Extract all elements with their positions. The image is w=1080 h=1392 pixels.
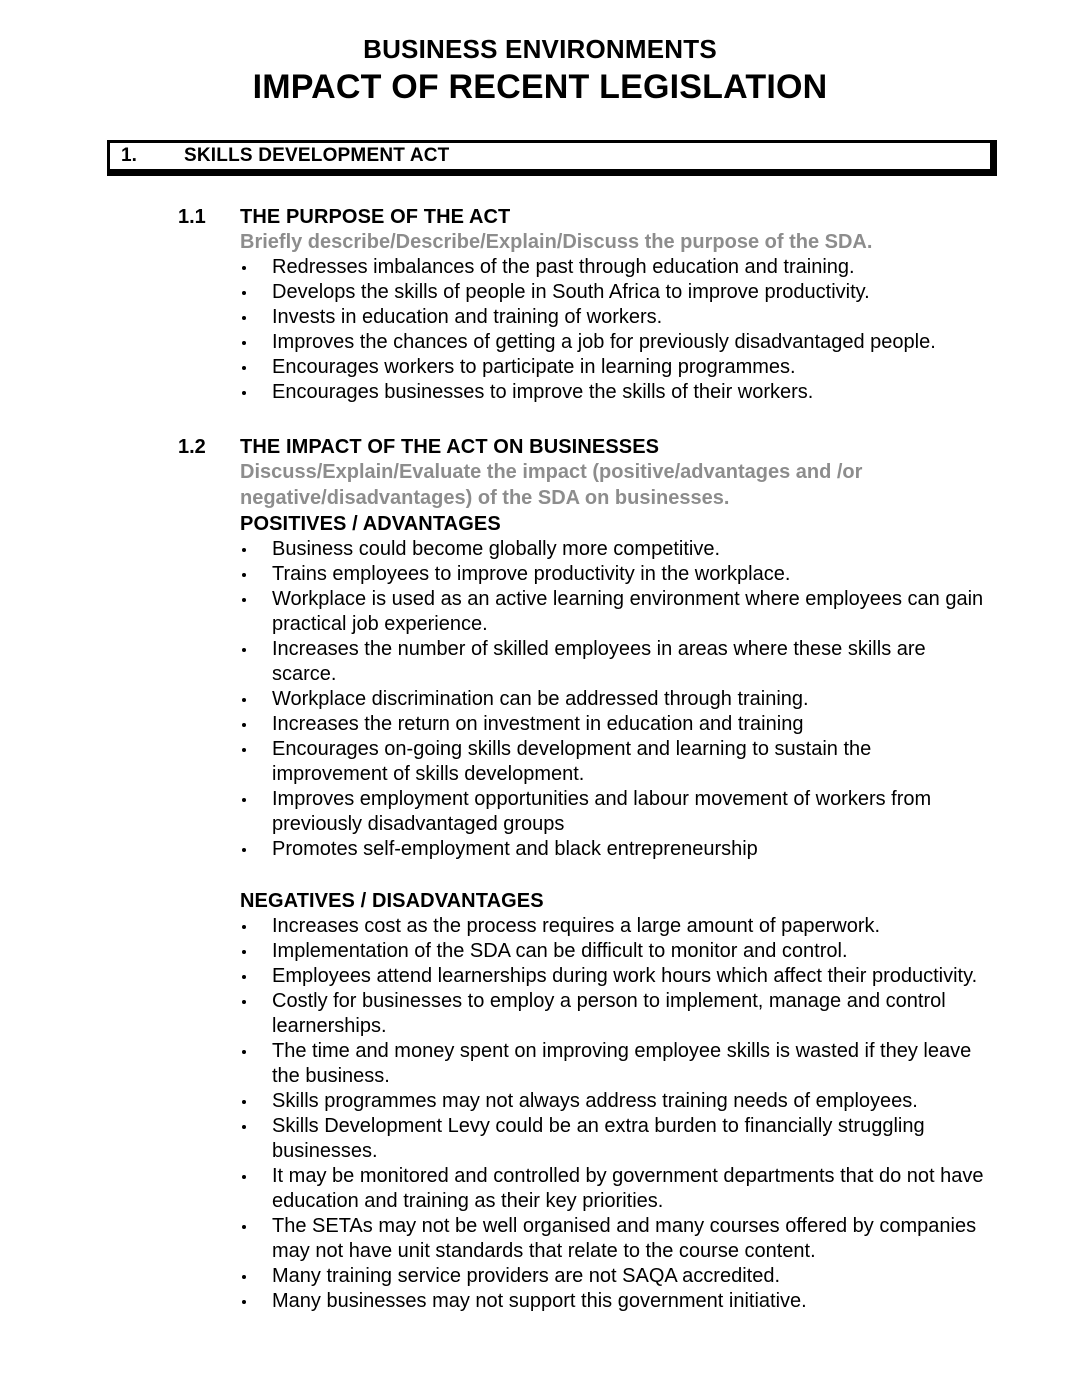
list-item: Encourages workers to participate in learning programmes.: [178, 355, 992, 380]
list-item: Implementation of the SDA can be difficult to monitor and control.: [178, 939, 992, 964]
list-item: Trains employees to improve productivity in the workplace.: [178, 562, 992, 587]
list-item: Skills programmes may not always address training needs of employees.: [178, 1089, 992, 1114]
section-number: 1.: [121, 144, 137, 166]
section-heading-banner: [107, 140, 997, 176]
list-item: Employees attend learnerships during work hours which affect their productivity.: [178, 964, 992, 989]
list-item: Encourages businesses to improve the skills of their workers.: [178, 380, 992, 405]
subsection-1-2-heading: [178, 435, 992, 460]
list-item: Workplace is used as an active learning environment where employees can gain practical job experience.: [178, 587, 992, 637]
subsection-1-1-bullet-list: [178, 255, 992, 405]
list-item: Increases cost as the process requires a large amount of paperwork.: [178, 914, 992, 939]
subsection-1-1-instruction: Briefly describe/Describe/Explain/Discuss the purpose of the SDA.: [240, 230, 873, 253]
document-title-primary: BUSINESS ENVIRONMENTS: [363, 34, 717, 64]
list-item: It may be monitored and controlled by government departments that do not have education and training as their key priorities.: [178, 1164, 992, 1214]
document-title-secondary: IMPACT OF RECENT LEGISLATION: [252, 67, 828, 106]
section-label: SKILLS DEVELOPMENT ACT: [184, 144, 450, 166]
positives-bullet-list: [178, 537, 992, 862]
list-item: Workplace discrimination can be addressed through training.: [178, 687, 992, 712]
subsection-1-2: [178, 435, 992, 1314]
list-item: The time and money spent on improving employee skills is wasted if they leave the business.: [178, 1039, 992, 1089]
subsection-1-1: [178, 205, 992, 405]
subsection-1-1-title: THE PURPOSE OF THE ACT: [240, 205, 511, 228]
list-item: Redresses imbalances of the past through education and training.: [178, 255, 992, 280]
subsection-1-2-title: THE IMPACT OF THE ACT ON BUSINESSES: [240, 436, 660, 459]
document-title-block: [0, 0, 1080, 107]
subsection-1-2-instruction: Discuss/Explain/Evaluate the impact (positive/advantages and /or negative/disadvantages) of the SDA on businesses.: [240, 461, 863, 509]
positives-heading: POSITIVES / ADVANTAGES: [240, 512, 501, 535]
list-item: Improves the chances of getting a job for previously disadvantaged people.: [178, 330, 992, 355]
list-item: Develops the skills of people in South Africa to improve productivity.: [178, 280, 992, 305]
list-item: Skills Development Levy could be an extra burden to financially struggling businesses.: [178, 1114, 992, 1164]
list-item: Invests in education and training of workers.: [178, 305, 992, 330]
negatives-heading: NEGATIVES / DISADVANTAGES: [240, 889, 544, 912]
list-item: Encourages on-going skills development and learning to sustain the improvement of skills development.: [178, 737, 992, 787]
list-item: Improves employment opportunities and labour movement of workers from previously disadvantaged groups: [178, 787, 992, 837]
list-item: Costly for businesses to employ a person to implement, manage and control learnerships.: [178, 989, 992, 1039]
list-item: Increases the return on investment in education and training: [178, 712, 992, 737]
list-item: Many businesses may not support this government initiative.: [178, 1289, 992, 1314]
subsection-1-2-number: 1.2: [178, 436, 206, 459]
list-item: Many training service providers are not SAQA accredited.: [178, 1264, 992, 1289]
list-item: Promotes self-employment and black entrepreneurship: [178, 837, 992, 862]
subsection-1-1-number: 1.1: [178, 205, 206, 228]
list-item: Business could become globally more competitive.: [178, 537, 992, 562]
list-item: Increases the number of skilled employees in areas where these skills are scarce.: [178, 637, 992, 687]
list-item: The SETAs may not be well organised and many courses offered by companies may not have unit standards that relate to the course content.: [178, 1214, 992, 1264]
subsection-1-1-heading: [178, 205, 992, 230]
document-body: [178, 205, 992, 1314]
negatives-bullet-list: [178, 914, 992, 1314]
